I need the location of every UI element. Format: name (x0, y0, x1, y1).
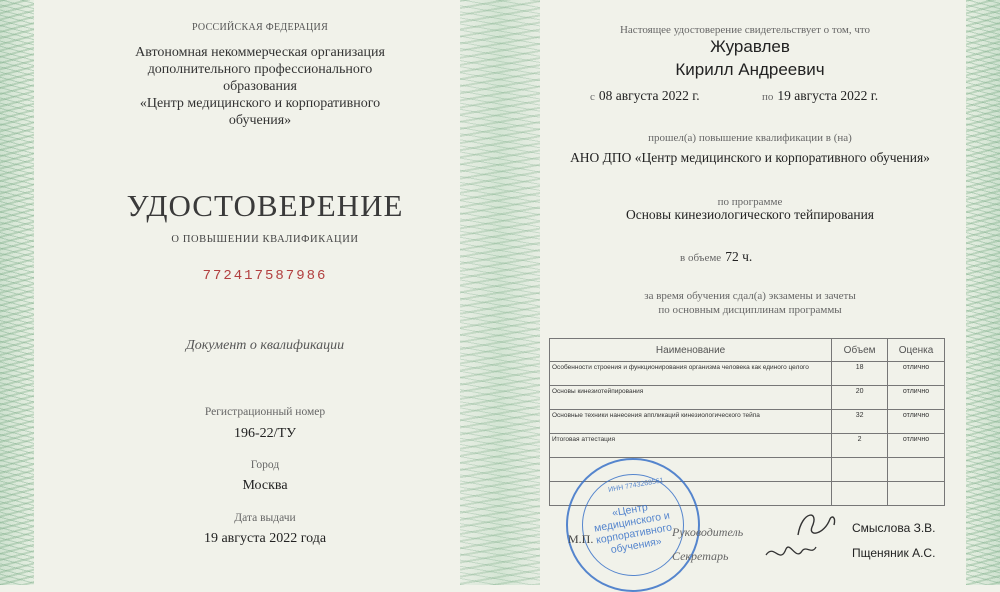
federation-label: РОССИЙСКАЯ ФЕДЕРАЦИЯ (191, 22, 329, 33)
discipline-volume: 2 (832, 434, 888, 458)
secretary-signature (760, 535, 820, 570)
program-label: по программе (717, 196, 783, 208)
program-volume: в объеме 72 ч. (680, 249, 753, 264)
discipline-grade: отлично (888, 410, 945, 434)
head-name: Смыслова З.В. (852, 521, 936, 535)
right-ornamental-border (966, 0, 1000, 585)
passed-text: прошел(а) повышение квалификации в (на) (648, 132, 852, 144)
discipline-volume: 32 (832, 410, 888, 434)
discipline-grade: отлично (888, 362, 945, 386)
table-row (550, 410, 945, 434)
discipline-grade: отлично (888, 434, 945, 458)
city-value: Москва (242, 478, 288, 493)
stamp-inn: ИНН 7743268561 (607, 477, 665, 494)
discipline-volume: 18 (832, 362, 888, 386)
document-subtitle: О ПОВЫШЕНИИ КВАЛИФИКАЦИИ (171, 234, 359, 245)
table-row (550, 434, 945, 458)
document-kind: Документ о квалификации (185, 338, 345, 353)
issue-date-label: Дата выдачи (234, 512, 296, 524)
stamp-text: «Центр медицинского и корпоративного обучения» (593, 501, 673, 557)
table-row (550, 362, 945, 386)
head-role: Руководитель (672, 525, 744, 539)
city-label: Город (250, 459, 280, 471)
discipline-grade: отлично (888, 386, 945, 410)
seal-place-label: М.П. (568, 532, 594, 546)
issue-date-value: 19 августа 2022 года (203, 531, 327, 546)
discipline-name: Основы кинезиотейпирования (550, 386, 832, 410)
table-row (550, 386, 945, 410)
secretary-name: Пщеняник А.С. (852, 546, 936, 560)
holder-name: Кирилл Андреевич (675, 60, 825, 79)
document-title: УДОСТОВЕРЕНИЕ (126, 188, 404, 223)
left-ornamental-border (0, 0, 34, 585)
registration-number-label: Регистрационный номер (204, 406, 326, 418)
discipline-name: Итоговая аттестация (550, 434, 832, 458)
program-name: Основы кинезиологического тейпирования (625, 207, 875, 222)
column-header-name: Наименование (550, 339, 832, 362)
center-ornamental-border (460, 0, 540, 585)
training-organization: АНО ДПО «Центр медицинского и корпоративного обучения» (570, 150, 930, 165)
column-header-grade: Оценка (888, 339, 945, 362)
discipline-name: Основные техники нанесения аппликаций кинезиологического тейпа (550, 410, 832, 434)
issuer-organization: Автономная некоммерческая организация дополнительного профессионального образования «Центр медицинского и корпоративного обучения» (135, 45, 385, 128)
discipline-volume: 20 (832, 386, 888, 410)
registration-number-value: 196-22/ТУ (233, 426, 296, 441)
secretary-role: Секретарь (672, 549, 729, 563)
column-header-volume: Объем (832, 339, 888, 362)
certifies-text: Настоящее удостоверение свидетельствует о том, что (619, 24, 871, 36)
serial-number: 772417587986 (202, 268, 328, 284)
exams-line-2: по основным дисциплинам программы (658, 304, 842, 316)
exams-line-1: за время обучения сдал(а) экзамены и зачеты (644, 290, 856, 302)
holder-surname: Журавлев (710, 37, 790, 56)
period-from: с 08 августа 2022 г. (590, 88, 700, 103)
period-to: по 19 августа 2022 г. (762, 88, 879, 103)
discipline-name: Особенности строения и функционирования организма человека как единого целого (550, 362, 832, 386)
table-header-row (550, 339, 945, 362)
